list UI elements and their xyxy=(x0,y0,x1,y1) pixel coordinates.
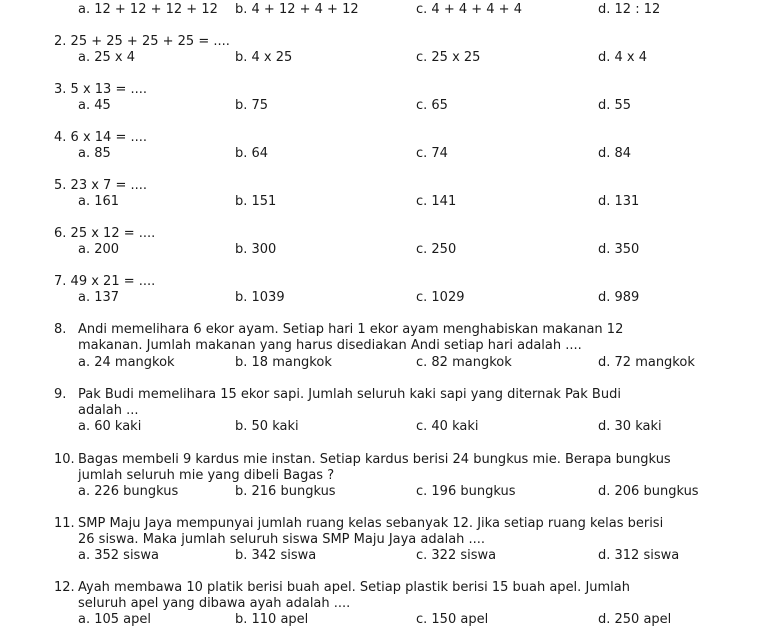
question-number: 5. xyxy=(54,178,67,193)
option-b: b. 110 apel xyxy=(235,612,309,627)
question-stem xyxy=(54,322,724,354)
option-a: a. 60 kaki xyxy=(78,419,142,434)
option-b: b. 300 xyxy=(235,242,277,257)
question-stem xyxy=(54,580,724,612)
question-stem xyxy=(54,82,724,98)
option-a: a. 137 xyxy=(78,290,120,305)
option-d: d. 4 x 4 xyxy=(598,50,648,65)
option-d: d. 350 xyxy=(598,242,640,257)
option-b: b. 216 bungkus xyxy=(235,484,336,499)
question-number: 2. xyxy=(54,34,67,49)
option-a: a. 200 xyxy=(78,242,120,257)
question-text: 49 x 21 = .... xyxy=(70,274,156,289)
option-a: a. 12 + 12 + 12 + 12 xyxy=(78,2,218,17)
question-number: 11. xyxy=(54,516,75,531)
question-text-line2: seluruh apel yang dibawa ayah adalah .... xyxy=(78,596,351,611)
question-text-line1: Ayah membawa 10 platik berisi buah apel. Setiap plastik berisi 15 buah apel. Jumlah xyxy=(78,580,630,595)
option-c: c. 82 mangkok xyxy=(416,355,512,370)
question-text: 25 + 25 + 25 + 25 = .... xyxy=(70,34,230,49)
option-c: c. 322 siswa xyxy=(416,548,497,563)
question-text-line2: adalah ... xyxy=(78,403,139,418)
option-c: c. 141 xyxy=(416,194,457,209)
option-d: d. 131 xyxy=(598,194,640,209)
option-d: d. 312 siswa xyxy=(598,548,680,563)
question-stem xyxy=(54,452,724,484)
question-text-line1: Andi memelihara 6 ekor ayam. Setiap hari 1 ekor ayam menghabiskan makanan 12 xyxy=(78,322,624,337)
question-stem xyxy=(54,516,724,548)
option-c: c. 4 + 4 + 4 + 4 xyxy=(416,2,522,17)
question-text: 25 x 12 = .... xyxy=(70,226,156,241)
option-b: b. 4 + 12 + 4 + 12 xyxy=(235,2,359,17)
option-b: b. 342 siswa xyxy=(235,548,317,563)
question-number: 8. xyxy=(54,322,67,337)
question-stem xyxy=(54,178,724,194)
question-number: 3. xyxy=(54,82,67,97)
question-number: 7. xyxy=(54,274,67,289)
option-a: a. 161 xyxy=(78,194,120,209)
option-c: c. 1029 xyxy=(416,290,465,305)
option-c: c. 150 apel xyxy=(416,612,489,627)
option-d: d. 206 bungkus xyxy=(598,484,699,499)
option-a: a. 85 xyxy=(78,146,111,161)
question-text-line1: Pak Budi memelihara 15 ekor sapi. Jumlah seluruh kaki sapi yang diternak Pak Budi xyxy=(78,387,621,402)
option-a: a. 226 bungkus xyxy=(78,484,179,499)
option-a: a. 45 xyxy=(78,98,111,113)
question-text: 6 x 14 = .... xyxy=(70,130,148,145)
question-text-line1: Bagas membeli 9 kardus mie instan. Setiap kardus berisi 24 bungkus mie. Berapa bungkus xyxy=(78,452,671,467)
question-text: 23 x 7 = .... xyxy=(70,178,148,193)
option-d: d. 55 xyxy=(598,98,632,113)
question-text-line2: 26 siswa. Maka jumlah seluruh siswa SMP Maju Jaya adalah .... xyxy=(78,532,486,547)
option-d: d. 12 : 12 xyxy=(598,2,661,17)
option-b: b. 64 xyxy=(235,146,269,161)
question-stem xyxy=(54,226,724,242)
question-stem xyxy=(54,274,724,290)
question-text-line1: SMP Maju Jaya mempunyai jumlah ruang kelas sebanyak 12. Jika setiap ruang kelas berisi xyxy=(78,516,664,531)
option-d: d. 250 apel xyxy=(598,612,672,627)
option-a: a. 352 siswa xyxy=(78,548,159,563)
option-a: a. 25 x 4 xyxy=(78,50,136,65)
option-c: c. 40 kaki xyxy=(416,419,479,434)
option-b: b. 4 x 25 xyxy=(235,50,293,65)
question-stem xyxy=(54,387,724,419)
option-b: b. 151 xyxy=(235,194,277,209)
option-a: a. 105 apel xyxy=(78,612,152,627)
question-number: 10. xyxy=(54,452,75,467)
option-d: d. 30 kaki xyxy=(598,419,662,434)
option-c: c. 74 xyxy=(416,146,448,161)
option-c: c. 196 bungkus xyxy=(416,484,516,499)
option-c: c. 65 xyxy=(416,98,448,113)
question-number: 4. xyxy=(54,130,67,145)
option-a: a. 24 mangkok xyxy=(78,355,175,370)
question-text: 5 x 13 = .... xyxy=(70,82,148,97)
question-text-line2: jumlah seluruh mie yang dibeli Bagas ? xyxy=(78,468,335,483)
question-number: 9. xyxy=(54,387,67,402)
option-b: b. 50 kaki xyxy=(235,419,299,434)
question-stem xyxy=(54,34,724,50)
option-b: b. 18 mangkok xyxy=(235,355,332,370)
option-c: c. 250 xyxy=(416,242,457,257)
question-number: 6. xyxy=(54,226,67,241)
option-c: c. 25 x 25 xyxy=(416,50,481,65)
option-d: d. 72 mangkok xyxy=(598,355,695,370)
question-stem xyxy=(54,130,724,146)
option-d: d. 84 xyxy=(598,146,632,161)
question-text-line2: makanan. Jumlah makanan yang harus disediakan Andi setiap hari adalah .... xyxy=(78,338,582,353)
option-b: b. 1039 xyxy=(235,290,285,305)
option-d: d. 989 xyxy=(598,290,640,305)
question-number: 12. xyxy=(54,580,75,595)
option-b: b. 75 xyxy=(235,98,269,113)
